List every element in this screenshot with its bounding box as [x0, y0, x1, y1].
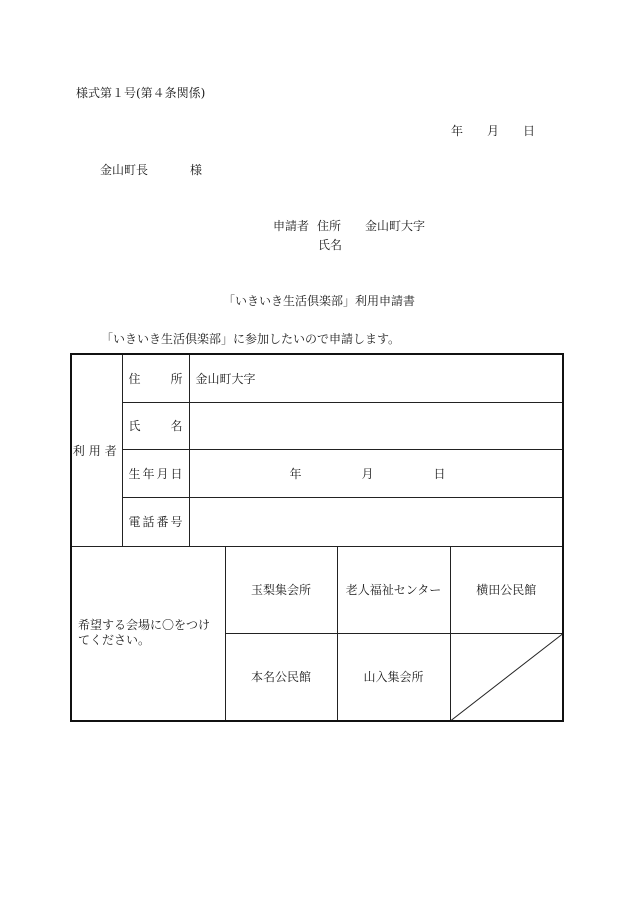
- venue-yamairi[interactable]: 山入集会所: [337, 633, 450, 721]
- dob-label-char: 日: [170, 466, 183, 481]
- diagonal-line: [451, 634, 563, 721]
- year-label: 年: [451, 124, 464, 138]
- address-label-char: 所: [170, 371, 183, 386]
- addressee-honorific: 様: [190, 163, 203, 177]
- month-label: 月: [487, 124, 500, 138]
- address-label-cell: [122, 354, 189, 402]
- phone-label-char: 番: [156, 515, 169, 529]
- phone-label-char: 話: [142, 515, 155, 529]
- row-phone: [71, 497, 563, 546]
- dob-day-label: 日: [433, 466, 446, 481]
- applicant-address-value: 金山町大字: [365, 219, 426, 233]
- phone-label-cell: [122, 497, 189, 546]
- phone-label-char: 電: [128, 515, 141, 529]
- intro-text: 「いきいき生活倶楽部」に参加したいので申請します。: [101, 332, 401, 346]
- phone-value-field[interactable]: [189, 497, 563, 546]
- addressee-name: 金山町長: [100, 163, 149, 177]
- dob-label-char: 月: [156, 466, 169, 481]
- document-title: 「いきいき生活倶楽部」利用申請書: [223, 294, 416, 308]
- venue-senior-center[interactable]: 老人福祉センター: [337, 546, 450, 633]
- address-value-field[interactable]: 金山町大字: [189, 354, 563, 402]
- dob-label-cell: [122, 449, 189, 497]
- venue-yokota[interactable]: 横田公民館: [450, 546, 563, 633]
- applicant-name-label: 氏名: [318, 238, 343, 252]
- row-venues-1: [71, 546, 563, 633]
- row-name: [71, 402, 563, 449]
- row-dob: [71, 449, 563, 497]
- phone-label-char: 号: [170, 515, 183, 529]
- venue-tamanashi[interactable]: 玉梨集会所: [225, 546, 337, 633]
- empty-diagonal-cell: [450, 633, 563, 721]
- row-address: [71, 354, 563, 402]
- addressee: [100, 161, 202, 178]
- dob-label-char: 生: [128, 466, 141, 481]
- date-line: [451, 122, 535, 139]
- dob-month-label: 月: [361, 466, 374, 481]
- name-label-char: 名: [170, 419, 183, 433]
- venue-honna[interactable]: 本名公民館: [225, 633, 337, 721]
- applicant-label: 申請者: [273, 219, 310, 233]
- name-label-char: 氏: [128, 419, 141, 433]
- user-label: 利用者: [71, 354, 122, 546]
- day-label: 日: [523, 124, 536, 138]
- venue-instruction: 希望する会場に〇をつけてください。: [71, 546, 225, 721]
- dob-value-field[interactable]: [189, 449, 563, 497]
- name-value-field[interactable]: [189, 402, 563, 449]
- dob-label-char: 年: [142, 466, 155, 481]
- dob-year-label: 年: [289, 466, 302, 481]
- applicant-address-label: 住所: [317, 219, 342, 233]
- name-label-cell: [122, 402, 189, 449]
- application-table: [70, 353, 564, 722]
- address-label-char: 住: [128, 371, 141, 386]
- form-number: 様式第１号(第４条関係): [76, 86, 206, 100]
- applicant-address-line: [273, 217, 425, 234]
